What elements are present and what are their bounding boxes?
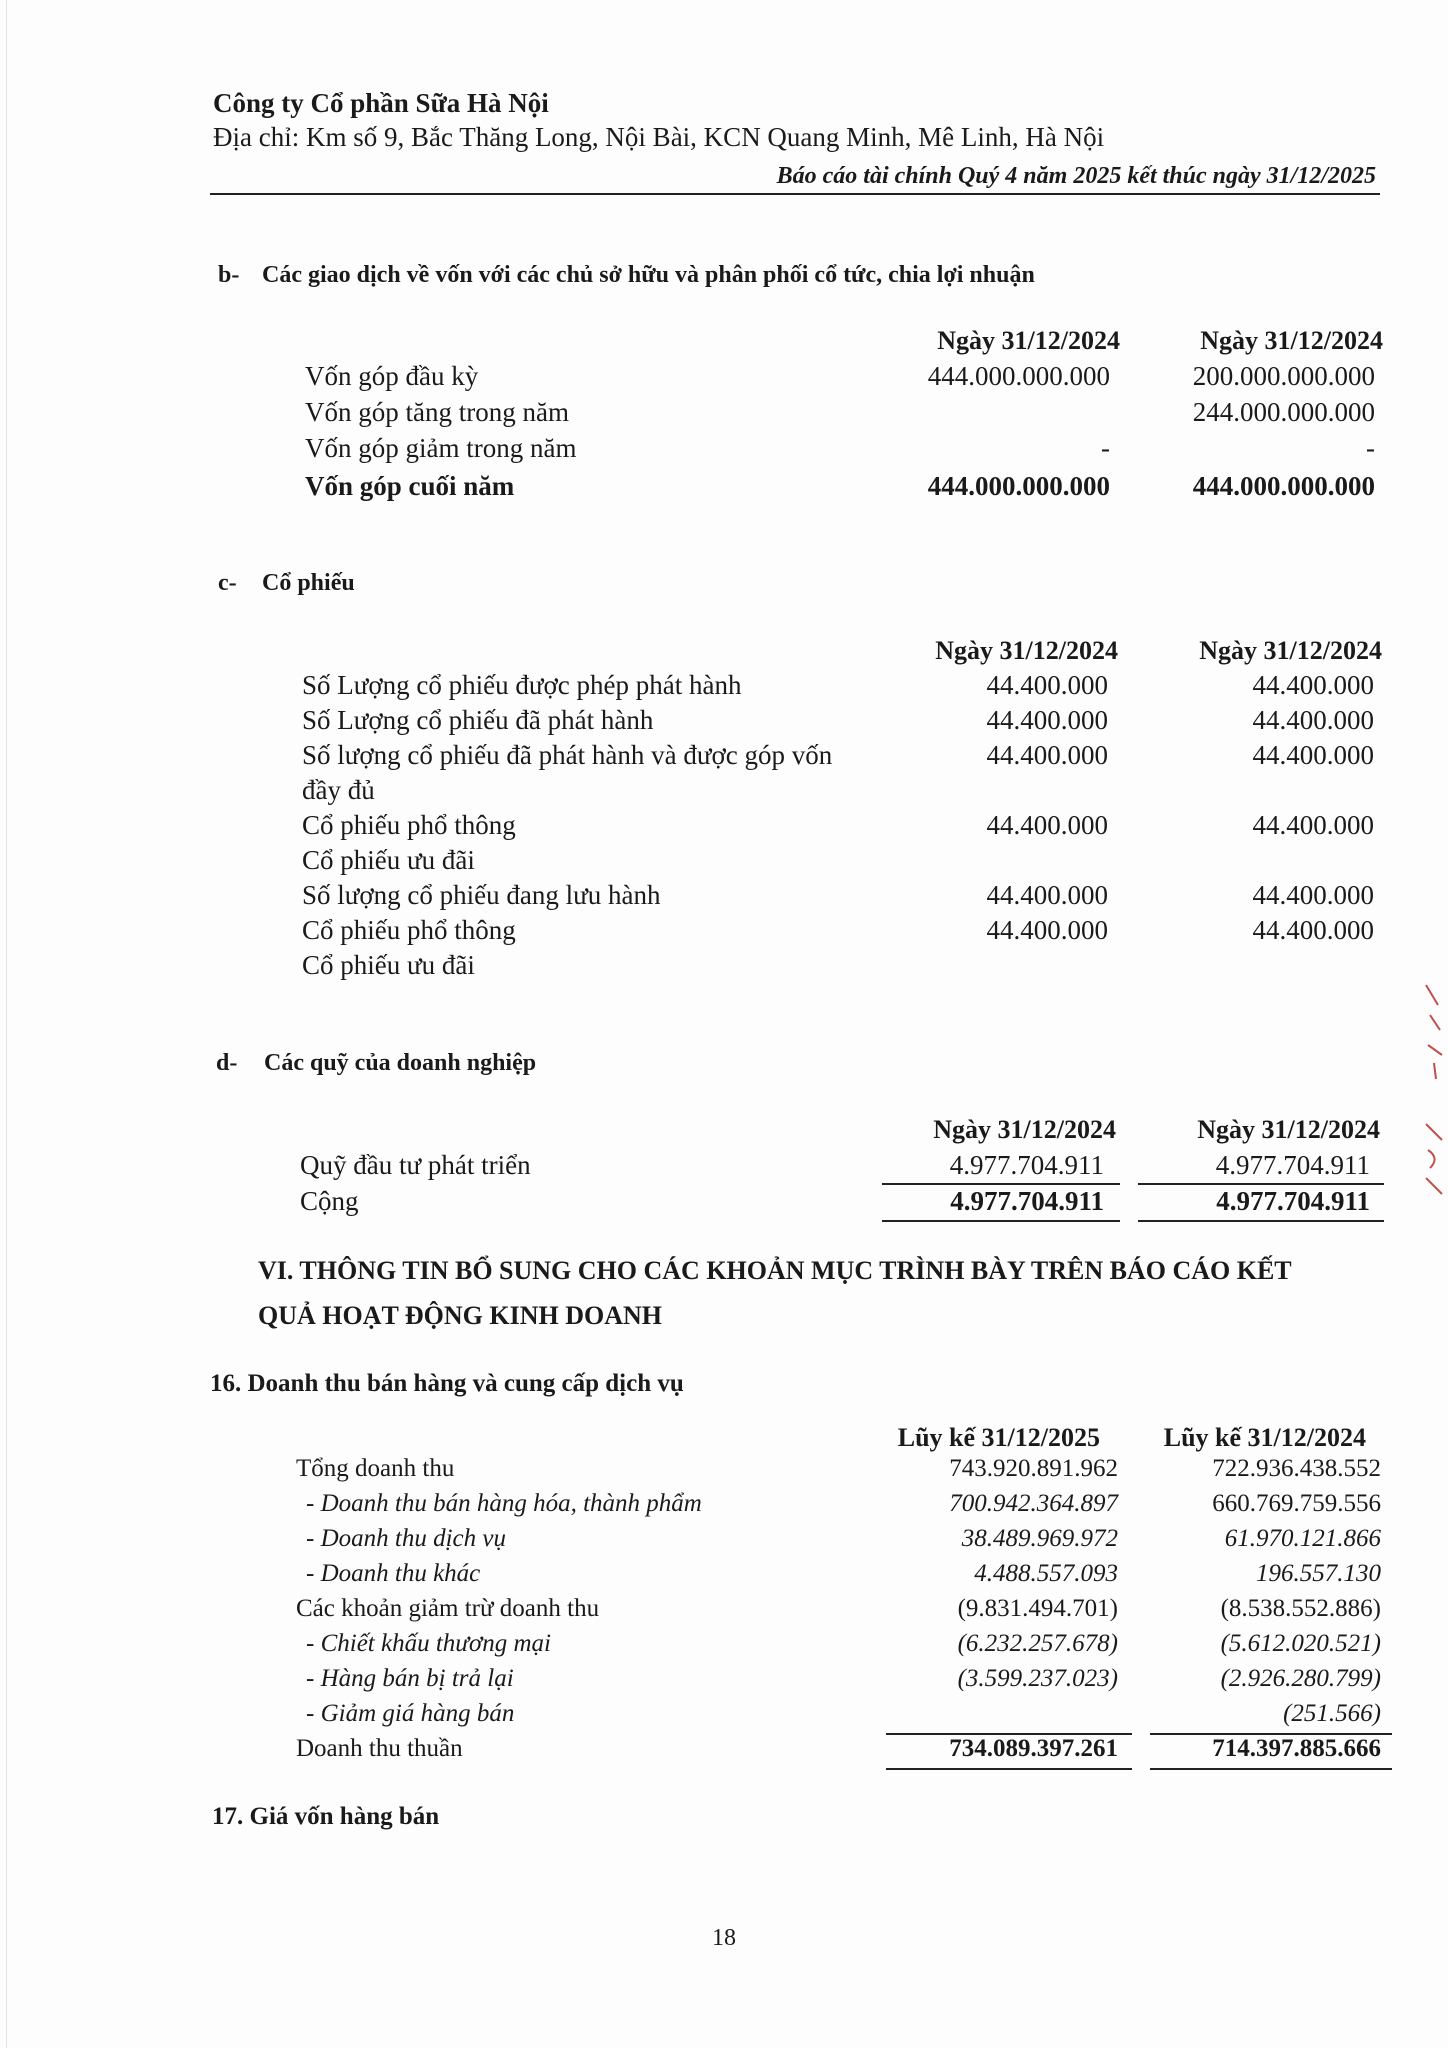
- company-address: Địa chỉ: Km số 9, Bắc Thăng Long, Nội Bài, KCN Quang Minh, Mê Linh, Hà Nội: [213, 122, 1105, 152]
- table-cell: 44.400.000: [1252, 880, 1374, 910]
- table-row-label: - Chiết khấu thương mại: [306, 1630, 552, 1657]
- table-cell: (5.612.020.521): [1220, 1630, 1381, 1657]
- section-vi-title-line2: QUẢ HOẠT ĐỘNG KINH DOANH: [258, 1301, 662, 1330]
- table-row-label: Cổ phiếu ưu đãi: [302, 950, 475, 980]
- table-row-label: Vốn góp đầu kỳ: [305, 361, 479, 391]
- table-cell: 4.977.704.911: [949, 1150, 1104, 1180]
- total-rule: [886, 1768, 1132, 1770]
- table-cell: 4.977.704.911: [950, 1186, 1104, 1216]
- section-d-title: Các quỹ của doanh nghiệp: [264, 1050, 537, 1076]
- table-row-label: Quỹ đầu tư phát triển: [300, 1150, 531, 1180]
- table-cell: 4.977.704.911: [1216, 1186, 1370, 1216]
- subtotal-rule: [882, 1183, 1120, 1185]
- total-rule: [882, 1220, 1120, 1222]
- table-cell: 200.000.000.000: [1192, 361, 1375, 391]
- section-d-col1-header: Ngày 31/12/2024: [933, 1115, 1116, 1144]
- table-cell: 244.000.000.000: [1192, 397, 1375, 427]
- section-b-col1-header: Ngày 31/12/2024: [937, 326, 1120, 355]
- table-cell: (8.538.552.886): [1220, 1595, 1381, 1622]
- table-row-label: - Doanh thu bán hàng hóa, thành phẩm: [306, 1490, 702, 1517]
- section-c-title: Cổ phiếu: [262, 570, 355, 596]
- table-row-label: Số Lượng cổ phiếu được phép phát hành: [302, 670, 742, 700]
- table-cell: 44.400.000: [986, 740, 1108, 770]
- table-cell: 4.977.704.911: [1215, 1150, 1370, 1180]
- section-b-col2-header: Ngày 31/12/2024: [1200, 326, 1383, 355]
- table-row-label: - Doanh thu dịch vụ: [306, 1525, 506, 1552]
- table-row-label: Cổ phiếu ưu đãi: [302, 845, 475, 875]
- table-row-label: Số Lượng cổ phiếu đã phát hành: [302, 705, 654, 735]
- table-cell: 38.489.969.972: [961, 1525, 1118, 1552]
- table-cell: (6.232.257.678): [957, 1630, 1118, 1657]
- table-cell: 44.400.000: [1252, 670, 1374, 700]
- table-cell: -: [1101, 433, 1110, 463]
- table-cell: 734.089.397.261: [949, 1735, 1118, 1762]
- table-row-label: - Giảm giá hàng bán: [306, 1700, 515, 1727]
- table-cell: 444.000.000.000: [1192, 471, 1375, 501]
- section-d-col2-header: Ngày 31/12/2024: [1197, 1115, 1380, 1144]
- table-row-label: Số lượng cổ phiếu đang lưu hành: [302, 880, 661, 910]
- report-title: Báo cáo tài chính Quý 4 năm 2025 kết thúc ngày 31/12/2025: [776, 163, 1376, 189]
- table-cell: (2.926.280.799): [1220, 1665, 1381, 1692]
- table-cell: (251.566): [1283, 1700, 1381, 1727]
- table-row-label: Vốn góp tăng trong năm: [305, 397, 569, 427]
- table-row-label: - Hàng bán bị trả lại: [306, 1665, 514, 1692]
- table-cell: 444.000.000.000: [927, 361, 1110, 391]
- table-cell: 444.000.000.000: [927, 471, 1110, 501]
- table-cell: 196.557.130: [1256, 1560, 1381, 1587]
- section-17-title: 17. Giá vốn hàng bán: [212, 1803, 440, 1830]
- table-cell: 44.400.000: [986, 810, 1108, 840]
- section-c-marker: c-: [218, 570, 237, 596]
- table-cell: (9.831.494.701): [957, 1595, 1118, 1622]
- section-vi-title-line1: VI. THÔNG TIN BỔ SUNG CHO CÁC KHOẢN MỤC TRÌNH BÀY TRÊN BÁO CÁO KẾT: [258, 1256, 1292, 1285]
- section-16-title: 16. Doanh thu bán hàng và cung cấp dịch vụ: [210, 1370, 684, 1397]
- section-c-col2-header: Ngày 31/12/2024: [1199, 636, 1382, 665]
- table-row-label: Doanh thu thuần: [296, 1735, 463, 1762]
- table-cell: 722.936.438.552: [1212, 1455, 1381, 1482]
- table-cell: 700.942.364.897: [949, 1490, 1118, 1517]
- table-row-label: đầy đủ: [302, 775, 375, 805]
- section-b-marker: b-: [218, 262, 240, 288]
- table-cell: (3.599.237.023): [957, 1665, 1118, 1692]
- table-cell: 44.400.000: [986, 705, 1108, 735]
- table-cell: -: [1366, 433, 1375, 463]
- section-16-col1-header: Lũy kế 31/12/2025: [897, 1423, 1100, 1452]
- table-cell: 660.769.759.556: [1212, 1490, 1381, 1517]
- table-row-label: Vốn góp giảm trong năm: [305, 433, 577, 463]
- page-number: 18: [712, 1925, 736, 1951]
- section-16-col2-header: Lũy kế 31/12/2024: [1163, 1423, 1366, 1452]
- table-cell: 44.400.000: [1252, 915, 1374, 945]
- total-rule: [1150, 1768, 1392, 1770]
- table-cell: 4.488.557.093: [974, 1560, 1118, 1587]
- section-b-title: Các giao dịch về vốn với các chủ sở hữu và phân phối cổ tức, chia lợi nhuận: [262, 262, 1035, 288]
- header-divider: [210, 193, 1380, 195]
- table-row-label: Cộng: [300, 1186, 359, 1216]
- table-cell: 44.400.000: [986, 670, 1108, 700]
- table-row-label: Cổ phiếu phổ thông: [302, 810, 516, 840]
- company-name: Công ty Cổ phần Sữa Hà Nội: [213, 88, 549, 118]
- table-row-label: Cổ phiếu phổ thông: [302, 915, 516, 945]
- table-cell: 44.400.000: [1252, 810, 1374, 840]
- table-cell: 743.920.891.962: [949, 1455, 1118, 1482]
- table-cell: 44.400.000: [986, 880, 1108, 910]
- table-cell: 714.397.885.666: [1212, 1735, 1381, 1762]
- subtotal-rule: [1138, 1183, 1384, 1185]
- stamp-fragment-icon: [1420, 975, 1446, 1085]
- table-row-label: Số lượng cổ phiếu đã phát hành và được góp vốn: [302, 740, 833, 770]
- table-row-label: Các khoản giảm trừ doanh thu: [296, 1595, 600, 1622]
- total-rule: [1138, 1220, 1384, 1222]
- section-d-marker: d-: [216, 1050, 238, 1076]
- table-row-label: - Doanh thu khác: [306, 1560, 481, 1587]
- table-row-label: Vốn góp cuối năm: [305, 471, 515, 501]
- table-cell: 61.970.121.866: [1224, 1525, 1381, 1552]
- page-margin-line: [6, 0, 7, 2048]
- section-c-col1-header: Ngày 31/12/2024: [935, 636, 1118, 665]
- stamp-fragment-icon: [1422, 1120, 1446, 1200]
- table-cell: 44.400.000: [1252, 740, 1374, 770]
- table-cell: 44.400.000: [986, 915, 1108, 945]
- table-row-label: Tổng doanh thu: [296, 1455, 455, 1482]
- table-cell: 44.400.000: [1252, 705, 1374, 735]
